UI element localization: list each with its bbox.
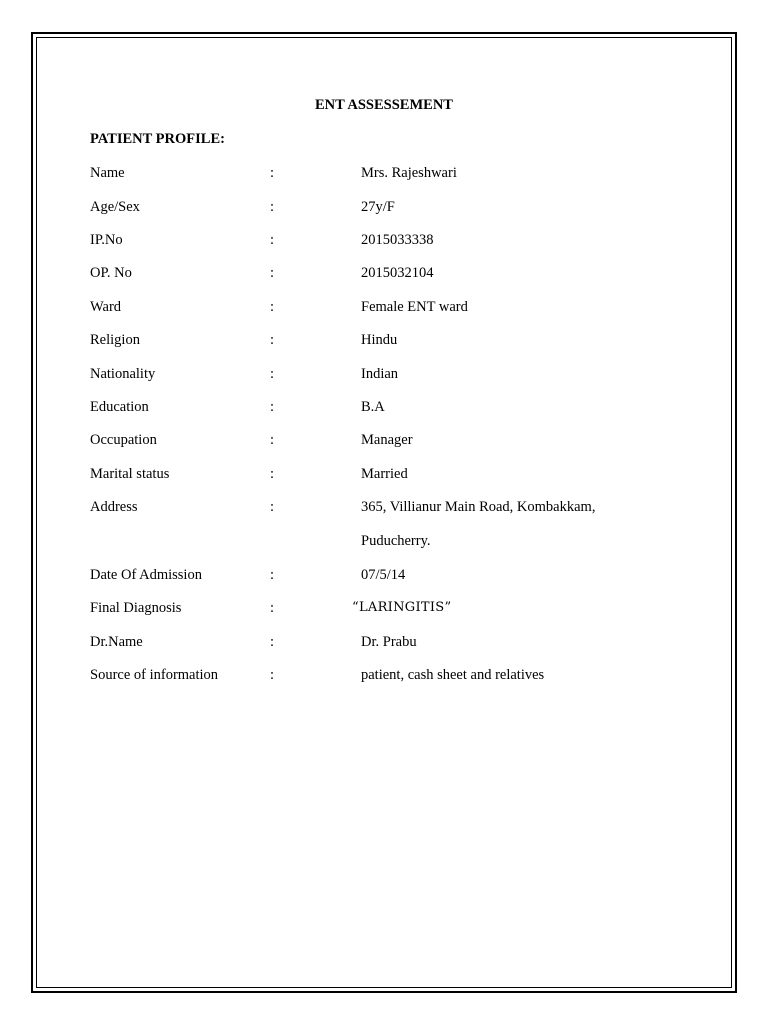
row-label: Date Of Admission (90, 567, 202, 583)
row-value: Female ENT ward (361, 299, 468, 315)
row-label: Dr.Name (90, 634, 143, 650)
row-label: Education (90, 399, 149, 415)
row-separator: : (270, 600, 275, 616)
profile-row-ip-no (0, 231, 768, 249)
row-separator: : (270, 299, 275, 315)
row-separator: : (270, 567, 275, 583)
row-value: Puducherry. (361, 533, 431, 549)
row-value: Hindu (361, 332, 398, 348)
row-value: Manager (361, 432, 413, 448)
profile-row-name (0, 164, 768, 182)
profile-row-address-continued (0, 532, 768, 550)
profile-row-nationality (0, 365, 768, 383)
row-label: Religion (90, 332, 140, 348)
row-separator: : (270, 466, 275, 482)
row-separator: : (270, 332, 275, 348)
profile-row-op-no (0, 264, 768, 282)
row-value: Mrs. Rajeshwari (361, 165, 457, 181)
row-separator: : (270, 399, 275, 415)
row-value: 2015033338 (361, 232, 434, 248)
profile-row-source-of-information (0, 666, 768, 684)
row-label: Occupation (90, 432, 157, 448)
row-separator: : (270, 265, 275, 281)
row-value: 2015032104 (361, 265, 434, 281)
row-label: Address (90, 499, 138, 515)
profile-row-age-sex (0, 198, 768, 216)
row-label: Final Diagnosis (90, 600, 182, 616)
row-separator: : (270, 634, 275, 650)
row-label: Name (90, 165, 125, 181)
row-label: Ward (90, 299, 122, 315)
profile-row-ward (0, 298, 768, 316)
document-title: ENT ASSESSEMENT (315, 97, 453, 113)
row-label: Nationality (90, 366, 156, 382)
section-heading: PATIENT PROFILE: (90, 131, 225, 147)
row-separator: : (270, 667, 275, 683)
row-value: patient, cash sheet and relatives (361, 667, 545, 683)
row-label: OP. No (90, 265, 132, 281)
profile-row-occupation (0, 431, 768, 449)
row-separator: : (270, 165, 275, 181)
row-value: “LARINGITIS” (352, 600, 452, 615)
row-separator: : (270, 366, 275, 382)
profile-row-education (0, 398, 768, 416)
row-separator: : (270, 432, 275, 448)
row-value: Married (361, 466, 408, 482)
profile-row-religion (0, 331, 768, 349)
row-value: 365, Villianur Main Road, Kombakkam, (361, 499, 596, 515)
row-separator: : (270, 199, 275, 215)
profile-row-final-diagnosis (0, 599, 768, 617)
profile-row-date-of-admission (0, 566, 768, 584)
row-label: Marital status (90, 466, 170, 482)
profile-row-marital-status (0, 465, 768, 483)
row-value: Dr. Prabu (361, 634, 417, 650)
row-value: 07/5/14 (361, 567, 406, 583)
profile-row-doctor-name (0, 633, 768, 651)
row-label: Source of information (90, 667, 219, 683)
row-value: Indian (361, 366, 399, 382)
row-value: 27y/F (361, 199, 395, 215)
row-label: Age/Sex (90, 199, 140, 215)
row-value: B.A (361, 399, 385, 415)
row-label: IP.No (90, 232, 123, 248)
row-separator: : (270, 232, 275, 248)
profile-row-address (0, 498, 768, 516)
row-separator: : (270, 499, 275, 515)
